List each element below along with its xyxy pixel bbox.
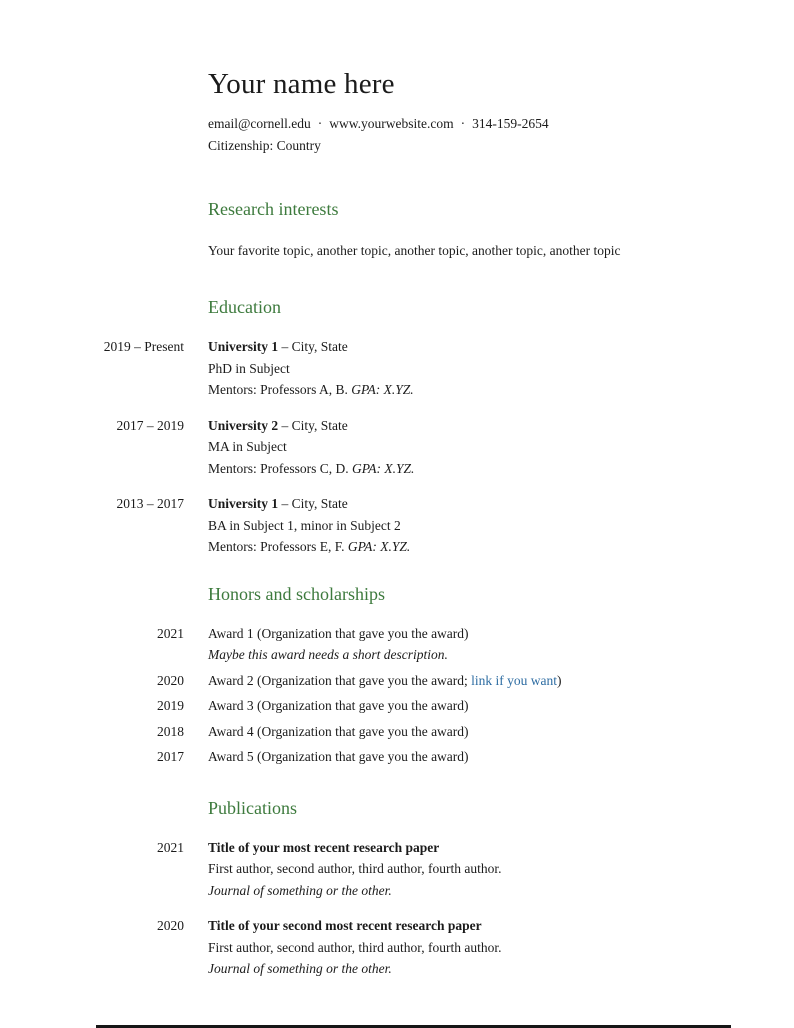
degree-line: MA in Subject — [208, 439, 287, 454]
institution-line — [208, 493, 794, 515]
honor-year: 2019 — [157, 698, 184, 713]
honor-item — [0, 623, 794, 666]
honor-body — [208, 670, 794, 692]
publication-venue: Journal of something or the other. — [208, 961, 392, 976]
publication-authors: First author, second author, third author, fourth author. — [208, 939, 502, 955]
section-heading-publications: Publications — [208, 797, 297, 818]
honor-item — [0, 670, 794, 692]
publication-body — [208, 837, 794, 902]
entry-body — [208, 336, 794, 401]
degree-line: PhD in Subject — [208, 360, 290, 376]
institution-line — [208, 415, 794, 437]
mentors-text: Mentors: Professors A, B. — [208, 382, 352, 397]
honor-item — [0, 721, 794, 743]
mentors-line — [208, 379, 794, 401]
honor-note: Maybe this award needs a short description. — [208, 647, 448, 662]
education-entry — [0, 336, 794, 401]
honor-text: Award 5 (Organization that gave you the award) — [208, 749, 469, 764]
education-list — [0, 336, 794, 558]
honor-text: ) — [557, 672, 562, 688]
research-interests-text: Your favorite topic, another topic, another topic, another topic, another topic — [208, 243, 621, 258]
contact-block — [208, 113, 794, 157]
publication-year: 2021 — [157, 839, 184, 855]
person-name: Your name here — [208, 68, 395, 100]
honor-text: Award 3 (Organization that gave you the award) — [208, 698, 469, 713]
publication-authors: First author, second author, third author, fourth author. — [208, 861, 502, 876]
institution-location: – City, State — [278, 496, 348, 511]
honor-year: 2020 — [157, 672, 184, 688]
mentors-line — [208, 536, 794, 558]
section-heading-research: Research interests — [208, 199, 339, 219]
publication-year: 2020 — [157, 918, 184, 933]
entry-dates: 2019 – Present — [103, 339, 184, 354]
gpa-text: GPA: X.YZ. — [351, 382, 414, 397]
honor-text: Award 4 (Organization that gave you the award) — [208, 723, 469, 739]
institution-name: University 2 — [208, 417, 279, 433]
publication-title: Title of your most recent research paper — [208, 839, 440, 855]
email-text[interactable]: email@cornell.edu — [208, 116, 311, 131]
institution-location: – City, State — [278, 339, 348, 354]
publication-venue: Journal of something or the other. — [208, 882, 392, 898]
honor-body — [208, 623, 794, 666]
website-text[interactable]: www.yourwebsite.com — [329, 116, 454, 131]
mentors-text: Mentors: Professors C, D. — [208, 460, 352, 476]
entry-dates: 2013 – 2017 — [116, 496, 184, 511]
honor-year: 2018 — [157, 723, 184, 739]
honor-item — [0, 746, 794, 768]
section-heading-honors: Honors and scholarships — [208, 583, 385, 604]
entry-body — [208, 415, 794, 480]
institution-name: University 1 — [208, 496, 279, 511]
degree-line: BA in Subject 1, minor in Subject 2 — [208, 517, 401, 533]
honor-text: Award 1 (Organization that gave you the award) — [208, 625, 469, 641]
citizenship-line: Citizenship: Country — [208, 138, 321, 153]
publications-list — [0, 837, 794, 980]
institution-line — [208, 336, 794, 358]
publication-entry — [0, 915, 794, 980]
publication-title: Title of your second most recent research paper — [208, 918, 482, 933]
contact-line — [208, 113, 794, 135]
gpa-text: GPA: X.YZ. — [352, 460, 415, 476]
honor-year: 2017 — [157, 749, 184, 764]
honor-text: Award 2 (Organization that gave you the award; — [208, 672, 472, 688]
gpa-text: GPA: X.YZ. — [347, 539, 411, 554]
education-entry — [0, 415, 794, 480]
phone-text: 314-159-2654 — [472, 116, 549, 131]
publication-entry — [0, 837, 794, 902]
separator-dot: · — [317, 116, 323, 131]
publication-body — [208, 915, 794, 980]
institution-name: University 1 — [208, 339, 279, 354]
entry-dates: 2017 – 2019 — [116, 417, 184, 433]
separator-dot: · — [460, 116, 466, 131]
entry-body — [208, 493, 794, 558]
honor-item — [0, 695, 794, 717]
honor-link[interactable]: link if you want — [471, 672, 558, 688]
honor-year: 2021 — [157, 625, 184, 641]
mentors-text: Mentors: Professors E, F. — [208, 539, 348, 554]
mentors-line — [208, 458, 794, 480]
education-entry — [0, 493, 794, 558]
institution-location: – City, State — [278, 417, 348, 433]
honors-list — [0, 623, 794, 768]
section-heading-education: Education — [208, 297, 281, 317]
